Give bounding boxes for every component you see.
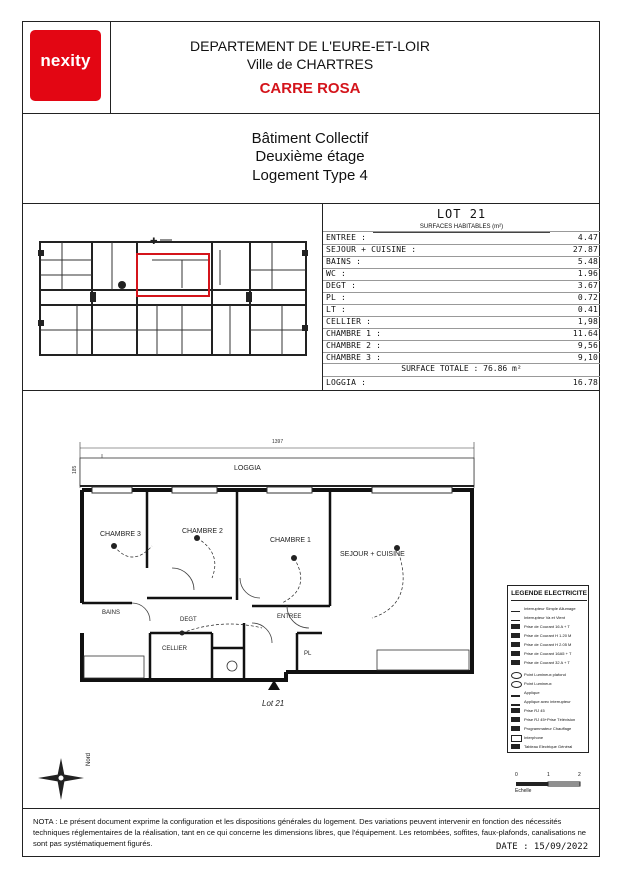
key-plan — [32, 230, 314, 365]
divider — [511, 600, 587, 601]
surface-name: CHAMBRE 2 : — [326, 341, 382, 350]
legend-label: Point Lumineux plafond — [524, 672, 566, 677]
surface-name: CELLIER : — [326, 317, 372, 326]
switch-icon — [511, 615, 520, 621]
divider — [110, 21, 111, 113]
loggia-row — [326, 378, 598, 389]
thermostat-icon — [511, 726, 520, 731]
svg-text:✚: ✚ — [150, 236, 158, 246]
surface-name: LT : — [326, 305, 347, 314]
project-title: CARRE ROSA — [259, 80, 361, 97]
logo-text: nexity — [40, 51, 91, 70]
room-degt: DEGT — [180, 617, 197, 623]
legend-item — [511, 733, 589, 742]
room-cellier: CELLIER — [162, 646, 188, 652]
lot-label: Lot 21 — [262, 699, 285, 708]
building-floor: Deuxième étage — [255, 148, 365, 165]
surface-row — [326, 281, 598, 292]
outlet-icon — [511, 660, 520, 665]
city-title: Ville de CHARTRES — [246, 56, 374, 72]
surface-row — [326, 245, 598, 256]
loggia-label: LOGGIA — [234, 465, 261, 472]
legend-item — [511, 742, 589, 751]
surface-value: 4.47 — [577, 233, 598, 242]
surface-row — [326, 305, 598, 316]
legend-label: Interphone — [524, 735, 544, 740]
surface-name: CHAMBRE 1 : — [326, 329, 382, 338]
surface-name: PL : — [326, 293, 347, 302]
lot-title: LOT 21 — [436, 207, 487, 221]
legend-item — [511, 622, 589, 631]
legend-item — [511, 670, 589, 679]
surface-name: ENTREE : — [326, 233, 367, 242]
electricity-legend — [507, 585, 589, 753]
legend-label: Prise de Courant 32 A + T — [524, 660, 570, 665]
rj45-icon — [511, 708, 520, 713]
room-chambre-2: CHAMBRE 2 — [182, 528, 223, 535]
surface-value: 9,56 — [577, 341, 598, 350]
legend-label: Tableau Electrique Général — [524, 744, 573, 749]
dim-left: 185 — [72, 465, 78, 474]
intercom-icon — [511, 735, 522, 742]
surface-row — [326, 341, 598, 352]
surface-total: SURFACE TOTALE : 76.86 m² — [401, 364, 522, 373]
legend-item — [511, 640, 589, 649]
light-icon — [511, 681, 522, 688]
legend-label: Applique avec interrupteur — [524, 699, 571, 704]
legend-item — [511, 604, 589, 613]
scale-tick: 2 — [578, 772, 581, 778]
legend-label: Prise de Courant H 2.05 M — [524, 642, 572, 647]
legend-label: Interrupteur Va et Vient — [524, 615, 565, 620]
legend-item — [511, 706, 589, 715]
surface-row — [326, 257, 598, 268]
surface-name: BAINS : — [326, 257, 362, 266]
legend-item — [511, 724, 589, 733]
legend-label: Prise RJ 45 — [524, 708, 545, 713]
legend-item — [511, 715, 589, 724]
surface-name: WC : — [326, 269, 347, 278]
divider — [22, 113, 600, 114]
legend-label: Prise RJ 45+Prise Télévision — [524, 717, 576, 722]
room-entree: ENTREE — [277, 614, 302, 620]
surface-value: 0.72 — [577, 293, 598, 302]
surface-row — [326, 293, 598, 304]
dim-total: 1397 — [272, 439, 284, 445]
legend-label: Programmateur Chauffage — [524, 726, 572, 731]
surface-value: 1.96 — [577, 269, 598, 278]
document-date: DATE : 15/09/2022 — [496, 842, 589, 852]
room-chambre-1: CHAMBRE 1 — [270, 537, 311, 544]
divider — [22, 808, 600, 809]
outlet-icon — [511, 633, 520, 638]
legend-label: Prise de Courant 16A5 + T — [524, 651, 572, 656]
surface-row — [326, 317, 598, 328]
floor-plan — [72, 428, 492, 718]
scale-tick: 1 — [547, 772, 550, 778]
surface-value: 11.64 — [572, 329, 598, 338]
outlet-icon — [511, 624, 520, 629]
legend-item — [511, 688, 589, 697]
nexity-logo — [30, 30, 101, 101]
room-bains: BAINS — [102, 610, 121, 616]
switch-icon — [511, 606, 520, 612]
legend-label: Prise de Courant H 1.20 M — [524, 633, 572, 638]
disclaimer-note: NOTA : Le présent document exprime la configuration et les dispositions générales du logement. Des variations peuvent intervenir en fonction des nécessités techniques réglementaires de la réalisation, tant en ce qui concerne les dimensions libres, que l'équipement. Les retombées, soffites, faux-plafonds, canalisations ne sont pas systématiquement figurés. — [33, 817, 587, 848]
loggia-value: 16.78 — [572, 378, 598, 387]
surface-row — [326, 233, 598, 244]
room-pl: PL — [304, 651, 312, 657]
divider — [323, 376, 600, 377]
room-sejour: SEJOUR + CUISINE — [340, 551, 405, 558]
legend-item — [511, 697, 589, 706]
room-chambre-3: CHAMBRE 3 — [100, 531, 141, 538]
surface-name: CHAMBRE 3 : — [326, 353, 382, 362]
lot-subtitle: SURFACES HABITABLES (m²) — [419, 224, 504, 230]
legend-label: Interrupteur Simple Allumage — [524, 606, 576, 611]
legend-item — [511, 649, 589, 658]
legend-item — [511, 658, 589, 667]
divider — [323, 231, 600, 232]
ceiling-light-icon — [511, 672, 522, 679]
electrical-panel-icon — [511, 744, 520, 749]
surface-value: 27.87 — [572, 245, 598, 254]
rj45-tv-icon — [511, 717, 520, 722]
surface-name: DEGT : — [326, 281, 357, 290]
surface-value: 3.67 — [577, 281, 598, 290]
surface-value: 1,98 — [577, 317, 598, 326]
surface-value: 0.41 — [577, 305, 598, 314]
scale-tick: 0 — [515, 772, 518, 778]
legend-title: LEGENDE ELECTRICITE — [511, 590, 587, 597]
surface-value: 5.48 — [577, 257, 598, 266]
loggia-name: LOGGIA : — [326, 378, 367, 387]
surface-row — [326, 329, 598, 340]
surface-row — [326, 269, 598, 280]
building-unit: Logement Type 4 — [252, 167, 368, 184]
surface-name: SEJOUR + CUISINE : — [326, 245, 417, 254]
legend-item — [511, 613, 589, 622]
legend-label: Point Lumineux — [524, 681, 552, 686]
wall-light-icon — [511, 690, 520, 697]
legend-item — [511, 631, 589, 640]
legend-item — [511, 679, 589, 688]
outlet-icon — [511, 642, 520, 647]
building-type: Bâtiment Collectif — [251, 130, 369, 147]
divider — [22, 390, 600, 391]
department-title: DEPARTEMENT DE L'EURE-ET-LOIR — [190, 38, 430, 54]
legend-label: Prise de Courant 16 A + T — [524, 624, 570, 629]
wall-light-icon — [511, 699, 520, 706]
north-label: Nord — [86, 752, 92, 766]
outlet-icon — [511, 651, 520, 656]
legend-label: Applique — [524, 690, 540, 695]
scale-caption: Echelle — [515, 788, 532, 794]
surface-value: 9,10 — [577, 353, 598, 362]
